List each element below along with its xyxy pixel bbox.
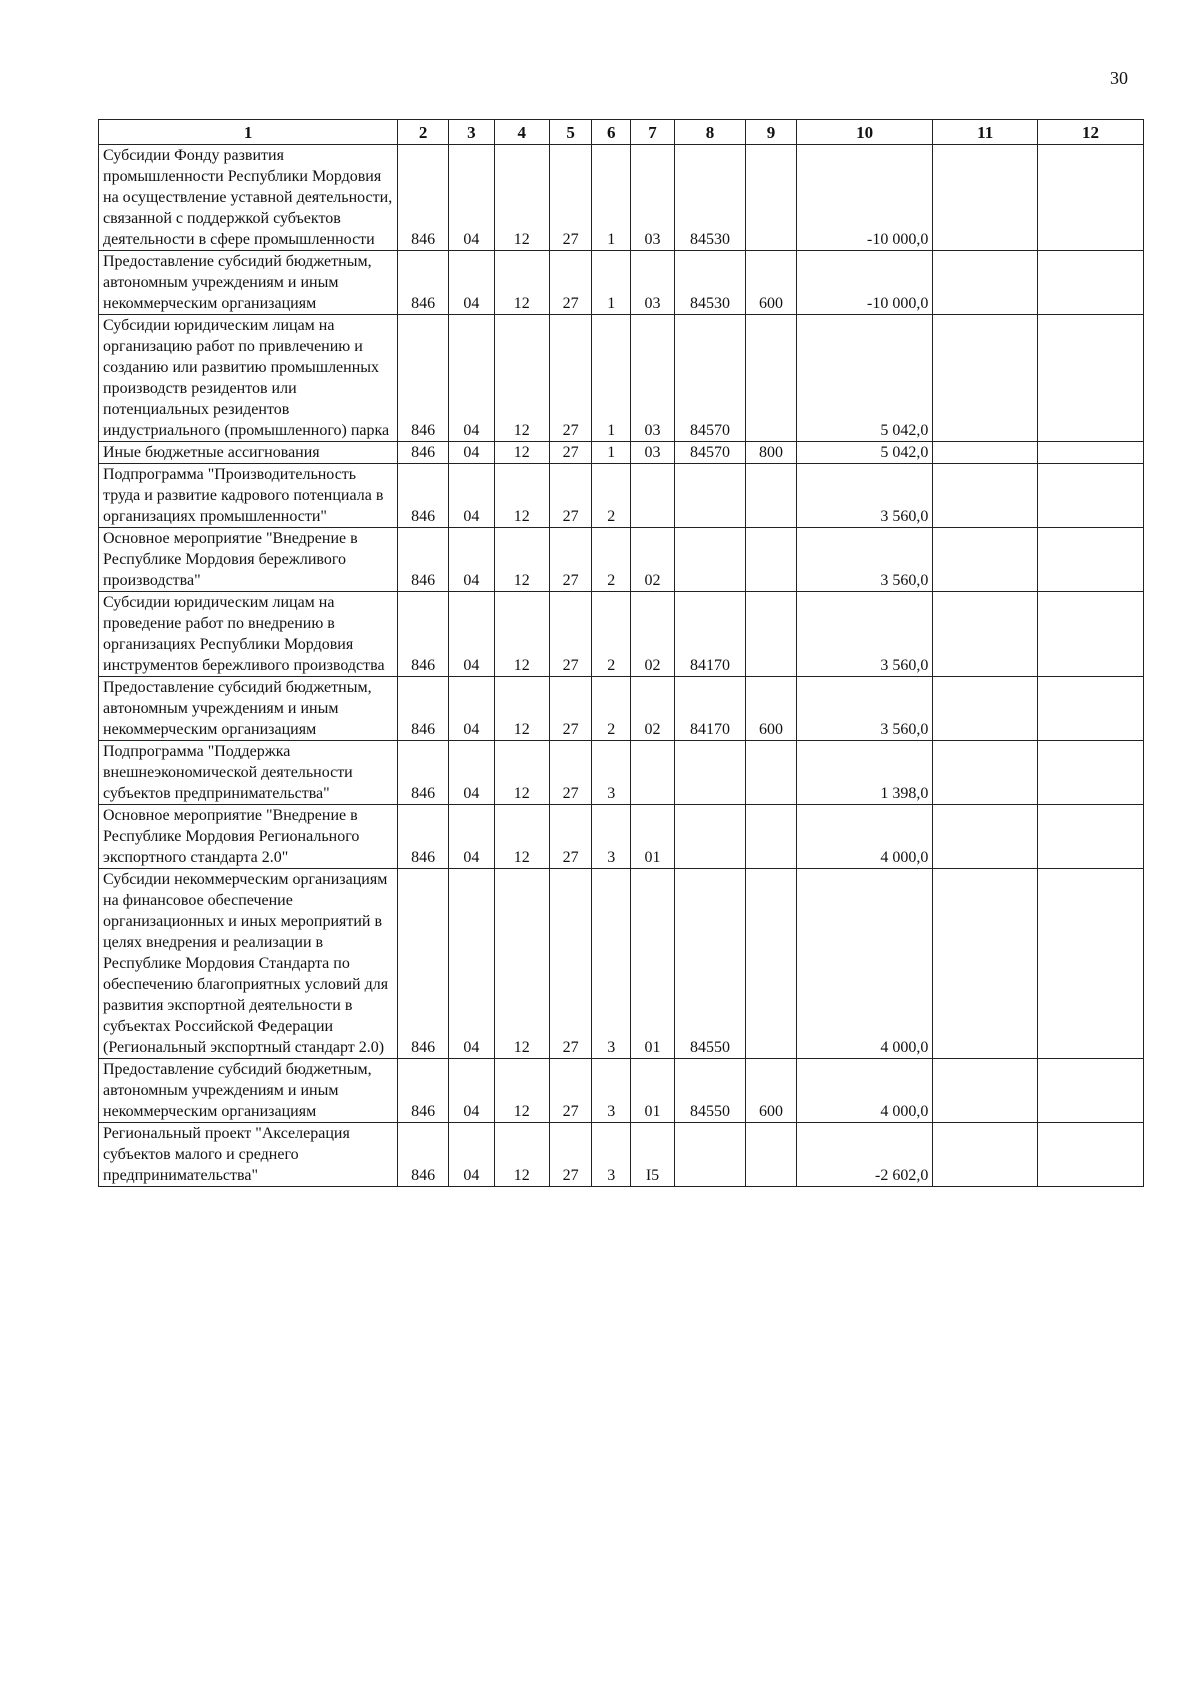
subprogram-cell: 3 xyxy=(592,741,631,805)
amount-cell: 3 560,0 xyxy=(796,592,932,677)
amount-cell: 3 560,0 xyxy=(796,528,932,592)
subprogram-cell: 3 xyxy=(592,869,631,1059)
code-cell: 846 xyxy=(398,464,449,528)
section-cell: 04 xyxy=(449,1123,495,1187)
column-header: 12 xyxy=(1038,120,1144,145)
expense-type-cell: 600 xyxy=(746,1059,797,1123)
direction-cell: 84530 xyxy=(674,251,745,315)
row-name-cell: Предоставление субсидий бюджетным, автономным учреждениям и иным некоммерческим организациям xyxy=(99,677,398,741)
program-cell: 27 xyxy=(549,1123,592,1187)
subprogram-cell: 3 xyxy=(592,1059,631,1123)
direction-cell: 84530 xyxy=(674,145,745,251)
column-11-cell xyxy=(933,315,1038,442)
section-cell: 04 xyxy=(449,1059,495,1123)
column-11-cell xyxy=(933,1123,1038,1187)
code-cell: 846 xyxy=(398,741,449,805)
table-row xyxy=(99,1123,1144,1187)
expense-type-cell: 600 xyxy=(746,251,797,315)
code-cell: 846 xyxy=(398,315,449,442)
table-row xyxy=(99,1059,1144,1123)
section-cell: 04 xyxy=(449,677,495,741)
column-12-cell xyxy=(1038,805,1144,869)
subprogram-cell: 3 xyxy=(592,1123,631,1187)
row-name-cell: Предоставление субсидий бюджетным, автономным учреждениям и иным некоммерческим организациям xyxy=(99,1059,398,1123)
direction-cell xyxy=(674,528,745,592)
activity-cell: 01 xyxy=(631,869,675,1059)
amount-cell: -10 000,0 xyxy=(796,145,932,251)
column-12-cell xyxy=(1038,528,1144,592)
section-cell: 04 xyxy=(449,741,495,805)
table-row xyxy=(99,442,1144,464)
code-cell: 846 xyxy=(398,145,449,251)
column-12-cell xyxy=(1038,741,1144,805)
subsection-cell: 12 xyxy=(494,442,549,464)
activity-cell: 02 xyxy=(631,677,675,741)
column-11-cell xyxy=(933,464,1038,528)
expense-type-cell: 600 xyxy=(746,677,797,741)
subsection-cell: 12 xyxy=(494,315,549,442)
expense-type-cell xyxy=(746,1123,797,1187)
code-cell: 846 xyxy=(398,442,449,464)
table-row xyxy=(99,464,1144,528)
program-cell: 27 xyxy=(549,442,592,464)
row-name-cell: Предоставление субсидий бюджетным, автономным учреждениям и иным некоммерческим организациям xyxy=(99,251,398,315)
column-12-cell xyxy=(1038,677,1144,741)
direction-cell xyxy=(674,464,745,528)
expense-type-cell xyxy=(746,592,797,677)
expense-type-cell xyxy=(746,315,797,442)
column-header: 9 xyxy=(746,120,797,145)
column-11-cell xyxy=(933,592,1038,677)
activity-cell xyxy=(631,464,675,528)
program-cell: 27 xyxy=(549,741,592,805)
subprogram-cell: 1 xyxy=(592,251,631,315)
table-row xyxy=(99,869,1144,1059)
activity-cell: 03 xyxy=(631,145,675,251)
program-cell: 27 xyxy=(549,464,592,528)
section-cell: 04 xyxy=(449,464,495,528)
section-cell: 04 xyxy=(449,251,495,315)
column-12-cell xyxy=(1038,251,1144,315)
column-11-cell xyxy=(933,677,1038,741)
subsection-cell: 12 xyxy=(494,805,549,869)
subsection-cell: 12 xyxy=(494,528,549,592)
column-12-cell xyxy=(1038,869,1144,1059)
amount-cell: -10 000,0 xyxy=(796,251,932,315)
header-row xyxy=(99,120,1144,145)
table-row xyxy=(99,677,1144,741)
table-row xyxy=(99,315,1144,442)
program-cell: 27 xyxy=(549,145,592,251)
table-row xyxy=(99,741,1144,805)
row-name-cell: Основное мероприятие "Внедрение в Республике Мордовия бережливого производства" xyxy=(99,528,398,592)
column-11-cell xyxy=(933,145,1038,251)
table-row xyxy=(99,805,1144,869)
amount-cell: 4 000,0 xyxy=(796,1059,932,1123)
column-11-cell xyxy=(933,442,1038,464)
section-cell: 04 xyxy=(449,869,495,1059)
table-row xyxy=(99,145,1144,251)
column-12-cell xyxy=(1038,464,1144,528)
amount-cell: 1 398,0 xyxy=(796,741,932,805)
subprogram-cell: 3 xyxy=(592,805,631,869)
code-cell: 846 xyxy=(398,528,449,592)
program-cell: 27 xyxy=(549,1059,592,1123)
column-header: 1 xyxy=(99,120,398,145)
expense-type-cell xyxy=(746,464,797,528)
row-name-cell: Основное мероприятие "Внедрение в Республике Мордовия Регионального экспортного стандарта 2.0" xyxy=(99,805,398,869)
subsection-cell: 12 xyxy=(494,145,549,251)
expense-type-cell xyxy=(746,528,797,592)
direction-cell: 84570 xyxy=(674,315,745,442)
subsection-cell: 12 xyxy=(494,741,549,805)
direction-cell xyxy=(674,741,745,805)
section-cell: 04 xyxy=(449,442,495,464)
column-11-cell xyxy=(933,1059,1038,1123)
amount-cell: 5 042,0 xyxy=(796,315,932,442)
program-cell: 27 xyxy=(549,869,592,1059)
subprogram-cell: 1 xyxy=(592,145,631,251)
table-row xyxy=(99,251,1144,315)
column-header: 7 xyxy=(631,120,675,145)
activity-cell: 03 xyxy=(631,251,675,315)
column-11-cell xyxy=(933,741,1038,805)
program-cell: 27 xyxy=(549,805,592,869)
row-name-cell: Подпрограмма "Производительность труда и развитие кадрового потенциала в организациях промышленности" xyxy=(99,464,398,528)
row-name-cell: Субсидии юридическим лицам на проведение работ по внедрению в организациях Республики Мордовия инструментов бережливого производства xyxy=(99,592,398,677)
subsection-cell: 12 xyxy=(494,464,549,528)
code-cell: 846 xyxy=(398,251,449,315)
column-12-cell xyxy=(1038,442,1144,464)
activity-cell: 03 xyxy=(631,315,675,442)
column-header: 6 xyxy=(592,120,631,145)
amount-cell: 3 560,0 xyxy=(796,464,932,528)
code-cell: 846 xyxy=(398,869,449,1059)
column-11-cell xyxy=(933,528,1038,592)
expense-type-cell xyxy=(746,741,797,805)
program-cell: 27 xyxy=(549,315,592,442)
program-cell: 27 xyxy=(549,677,592,741)
subsection-cell: 12 xyxy=(494,592,549,677)
subsection-cell: 12 xyxy=(494,869,549,1059)
column-12-cell xyxy=(1038,315,1144,442)
direction-cell: 84170 xyxy=(674,677,745,741)
program-cell: 27 xyxy=(549,592,592,677)
direction-cell xyxy=(674,805,745,869)
subprogram-cell: 1 xyxy=(592,442,631,464)
amount-cell: 5 042,0 xyxy=(796,442,932,464)
code-cell: 846 xyxy=(398,592,449,677)
column-header: 8 xyxy=(674,120,745,145)
table-row xyxy=(99,592,1144,677)
subprogram-cell: 1 xyxy=(592,315,631,442)
expense-type-cell xyxy=(746,805,797,869)
row-name-cell: Подпрограмма "Поддержка внешнеэкономической деятельности субъектов предпринимательства" xyxy=(99,741,398,805)
expense-type-cell xyxy=(746,145,797,251)
section-cell: 04 xyxy=(449,145,495,251)
direction-cell: 84570 xyxy=(674,442,745,464)
subsection-cell: 12 xyxy=(494,1059,549,1123)
code-cell: 846 xyxy=(398,677,449,741)
column-11-cell xyxy=(933,869,1038,1059)
amount-cell: -2 602,0 xyxy=(796,1123,932,1187)
program-cell: 27 xyxy=(549,251,592,315)
subsection-cell: 12 xyxy=(494,251,549,315)
activity-cell: I5 xyxy=(631,1123,675,1187)
direction-cell: 84550 xyxy=(674,869,745,1059)
row-name-cell: Региональный проект "Акселерация субъектов малого и среднего предпринимательства" xyxy=(99,1123,398,1187)
direction-cell xyxy=(674,1123,745,1187)
amount-cell: 4 000,0 xyxy=(796,805,932,869)
amount-cell: 4 000,0 xyxy=(796,869,932,1059)
direction-cell: 84170 xyxy=(674,592,745,677)
row-name-cell: Субсидии некоммерческим организациям на финансовое обеспечение организационных и иных мероприятий в целях внедрения и реализации в Республике Мордовия Стандарта по обеспечению благоприятных условий для развития экспортной деятельности в субъектах Российской Федерации (Региональный экспортный стандарт 2.0) xyxy=(99,869,398,1059)
direction-cell: 84550 xyxy=(674,1059,745,1123)
section-cell: 04 xyxy=(449,315,495,442)
subprogram-cell: 2 xyxy=(592,592,631,677)
activity-cell: 01 xyxy=(631,1059,675,1123)
column-header: 4 xyxy=(494,120,549,145)
code-cell: 846 xyxy=(398,1059,449,1123)
column-header: 10 xyxy=(796,120,932,145)
section-cell: 04 xyxy=(449,805,495,869)
column-header: 5 xyxy=(549,120,592,145)
amount-cell: 3 560,0 xyxy=(796,677,932,741)
subprogram-cell: 2 xyxy=(592,464,631,528)
row-name-cell: Иные бюджетные ассигнования xyxy=(99,442,398,464)
activity-cell: 03 xyxy=(631,442,675,464)
row-name-cell: Субсидии Фонду развития промышленности Республики Мордовия на осуществление уставной деятельности, связанной с поддержкой субъектов деятельности в сфере промышленности xyxy=(99,145,398,251)
expense-type-cell xyxy=(746,869,797,1059)
column-12-cell xyxy=(1038,1059,1144,1123)
section-cell: 04 xyxy=(449,592,495,677)
subsection-cell: 12 xyxy=(494,677,549,741)
column-12-cell xyxy=(1038,592,1144,677)
row-name-cell: Субсидии юридическим лицам на организацию работ по привлечению и созданию или развитию промышленных производств резидентов или потенциальных резидентов индустриального (промышленного) парка xyxy=(99,315,398,442)
column-header: 3 xyxy=(449,120,495,145)
budget-table xyxy=(98,119,1144,1187)
activity-cell: 01 xyxy=(631,805,675,869)
section-cell: 04 xyxy=(449,528,495,592)
column-11-cell xyxy=(933,805,1038,869)
subprogram-cell: 2 xyxy=(592,528,631,592)
column-header: 11 xyxy=(933,120,1038,145)
table-row xyxy=(99,528,1144,592)
code-cell: 846 xyxy=(398,805,449,869)
column-12-cell xyxy=(1038,145,1144,251)
expense-type-cell: 800 xyxy=(746,442,797,464)
column-11-cell xyxy=(933,251,1038,315)
column-header: 2 xyxy=(398,120,449,145)
program-cell: 27 xyxy=(549,528,592,592)
activity-cell xyxy=(631,741,675,805)
activity-cell: 02 xyxy=(631,592,675,677)
code-cell: 846 xyxy=(398,1123,449,1187)
subsection-cell: 12 xyxy=(494,1123,549,1187)
page-number: 30 xyxy=(1110,68,1128,88)
activity-cell: 02 xyxy=(631,528,675,592)
subprogram-cell: 2 xyxy=(592,677,631,741)
column-12-cell xyxy=(1038,1123,1144,1187)
